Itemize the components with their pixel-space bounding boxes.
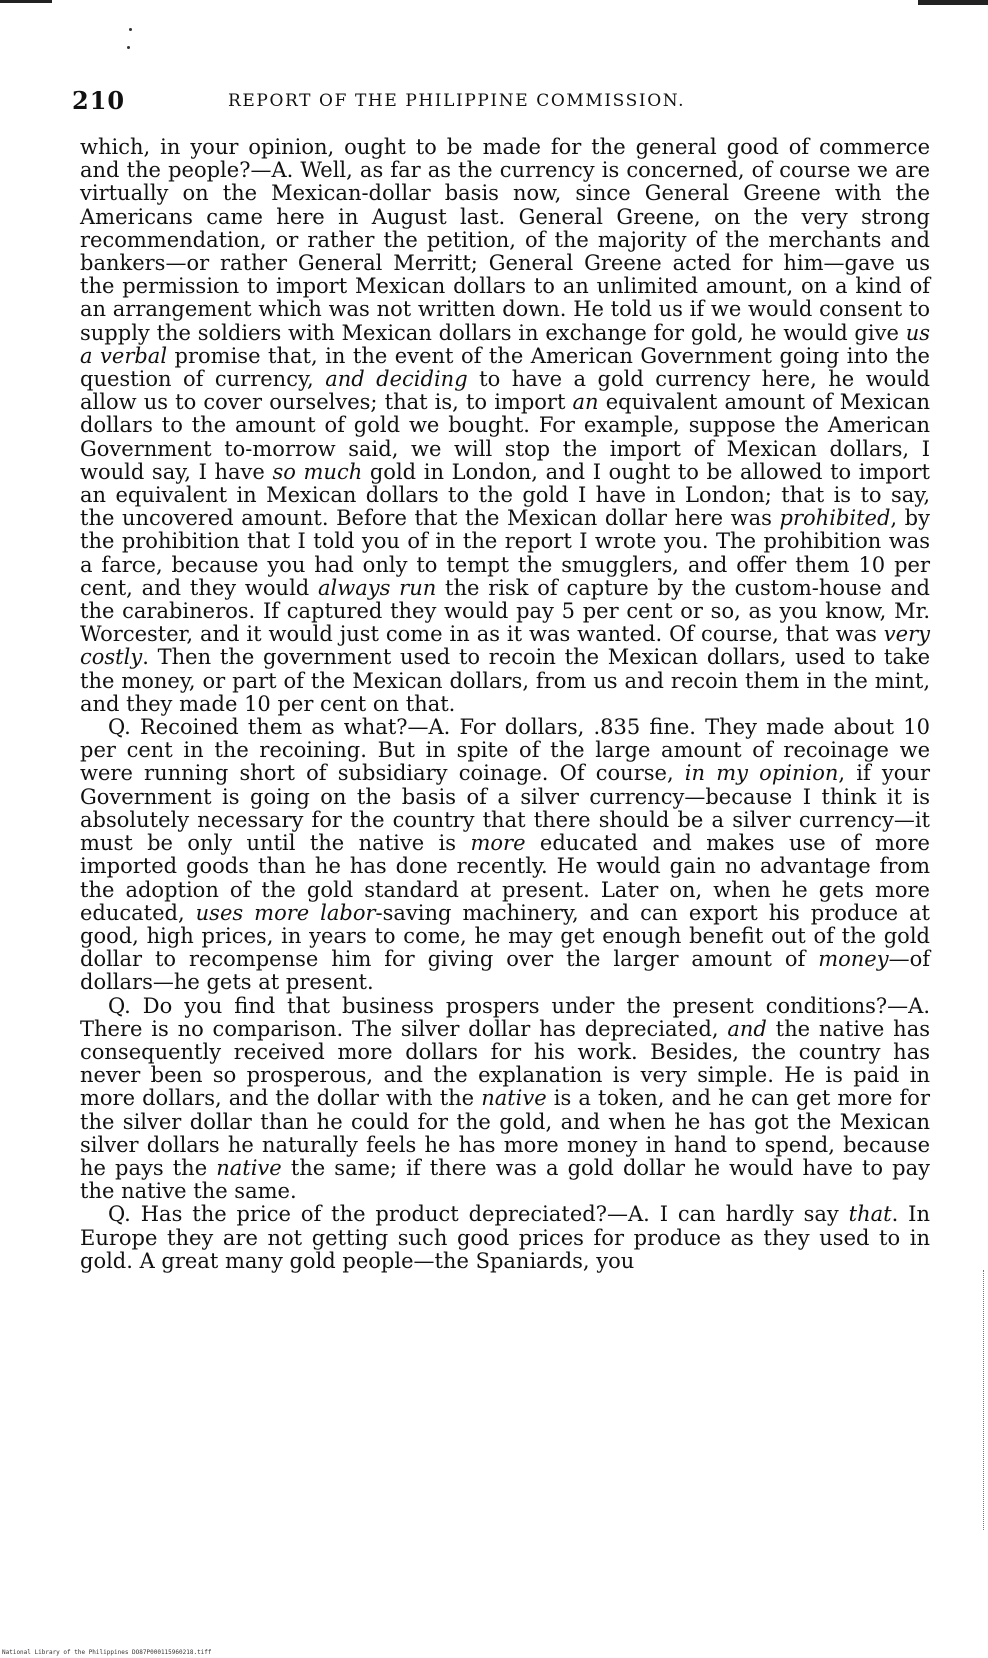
text-run: to have a gold currency here, he would allow us to cover ourselves; that is, to import <box>80 367 931 415</box>
text-run: the same; if there was a gold dollar he would have to pay the native the same. <box>80 1155 930 1204</box>
italic-run: uses more labor <box>195 900 376 925</box>
italic-run: money <box>818 947 889 972</box>
text-run: the risk of capture by the custom-house and the carabineros. If captured they would pay 5 per cent or so, as you know, Mr. Worcester, and it would just come in as it was wanted. Of course, that was <box>80 575 930 647</box>
text-run: -saving machinery, and can export his produce at good, high prices, in years to come, he may get enough benefit out of the gold dollar to recompense him for giving over the larger amount of <box>80 900 930 972</box>
italic-run: an <box>572 390 599 415</box>
text-run: gold in London, and I ought to be allowed to import an equivalent in Mexican dollars to the gold I have in London; that is to say, the uncovered amount. Before that the Mexican dollar here was <box>80 459 930 531</box>
italic-run: native <box>216 1155 282 1180</box>
scan-edge-mark-right <box>918 0 988 5</box>
text-run: . Then the government used to recoin the Mexican dollars, used to take the money, or part of the Mexican dollars, from us and recoin them in the mint, and they made 10 per cent on that. <box>80 645 930 716</box>
paragraph <box>80 1203 930 1273</box>
text-run: —of dollars—he gets at present. <box>80 947 930 995</box>
text-run: educated and makes use of more imported goods than he has done recently. He would gain no advantage from the adoption of the gold standard at present. Later on, when he gets more educated, <box>80 831 930 925</box>
running-title: REPORT OF THE PHILIPPINE COMMISSION. <box>228 91 686 111</box>
italic-run: very costly <box>80 622 930 670</box>
scan-speck <box>127 46 130 49</box>
body-text <box>80 136 930 1273</box>
text-run: Q. Do you find that business prospers under the present conditions?—A. There is no comparison. The silver dollar has depreciated, <box>80 993 930 1041</box>
scan-caption: National Library of the Philippines DO87P000115960218.tiff <box>2 1649 212 1656</box>
italic-run: native <box>481 1086 547 1111</box>
paragraph <box>80 136 930 716</box>
italic-run: that <box>848 1202 892 1227</box>
text-run: the native has consequently received more dollars for his work. Besides, the country has never been so prosperous, and the explanation is very simple. He is paid in more dollars, and the dollar with the <box>80 1016 931 1111</box>
scan-right-edge <box>982 1270 984 1530</box>
text-run: promise that, in the event of the American Government going into the question of currency, <box>80 343 930 392</box>
text-run: which, in your opinion, ought to be made for the general good of commerce and the people?—A. Well, as far as the currency is concerned, of course we are virtually on the Mexican-dollar basis now, since General Greene with the Americans came here in August last. General Greene, on the very strong recommendation, or rather the petition, of the majority of the merchants and bankers—or rather General Merritt; General Greene acted for him—gave us the permission to import Mexican dollars to an unlimited amount, on a kind of an arrangement which was not written down. He told us if we would consent to supply the soldiers with Mexican dollars in exchange for gold, he would give <box>80 135 930 345</box>
page-header <box>72 86 932 116</box>
text-run: , by the prohibition that I told you of in the report I wrote you. The prohibition was a farce, because you had only to tempt the smugglers, and offer them 10 per cent, and they would <box>80 506 930 600</box>
scan-edge-mark-left <box>0 0 52 3</box>
italic-run: more <box>470 831 526 856</box>
paragraph <box>80 716 930 994</box>
text-run: is a token, and he can get more for the silver dollar than he could for the gold, and when he has got the Mexican silver dollars he naturally feels he has more money in hand to spend, because he pays the <box>80 1086 930 1180</box>
text-run: Q. Recoined them as what?—A. For dollars, .835 fine. They made about 10 per cent in the recoining. But in spite of the large amount of recoinage we were running short of subsidiary coinage. Of course, <box>80 715 930 786</box>
italic-run: in my opinion <box>684 761 839 786</box>
page-number: 210 <box>72 86 126 115</box>
text-run: Q. Has the price of the product depreciated?—A. I can hardly say <box>108 1202 849 1227</box>
italic-run: prohibited <box>779 506 891 531</box>
italic-run: and <box>727 1016 767 1041</box>
text-run: equivalent amount of Mexican dollars to the amount of gold we bought. For example, suppose the American Government to-morrow said, we will stop the import of Mexican dollars, I would say, I have <box>80 390 930 484</box>
text-run: , if your Government is going on the basis of a silver currency—because I think it is absolutely necessary for the country that there should be a silver currency—it must be only until the native is <box>80 761 930 856</box>
paragraph <box>80 995 930 1204</box>
italic-run: always run <box>318 575 437 600</box>
italic-run: us a verbal <box>80 320 930 368</box>
italic-run: so much <box>272 459 363 484</box>
text-run: . In Europe they are not getting such good prices for produce as they used to in gold. A great many gold people—the Spaniards, you <box>80 1202 931 1273</box>
scan-speck <box>129 28 132 31</box>
italic-run: and deciding <box>325 367 468 392</box>
